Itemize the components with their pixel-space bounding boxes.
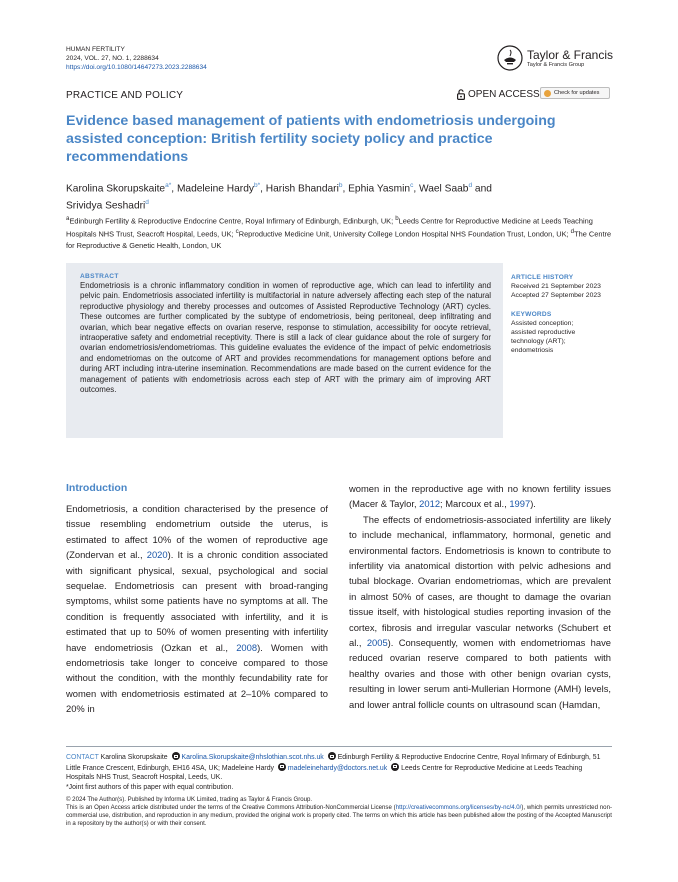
check-updates-icon [544, 90, 551, 97]
address-icon [328, 752, 336, 760]
citation-link[interactable]: 1997 [509, 498, 531, 510]
author-sup: b* [253, 182, 261, 189]
body-text: ). Consequently, women with endometriomas have reduced ovarian reserve compared to both patients with healthy ovaries and those with other benign ovarian cysts, resulting in lower serum anti-Mullerian Hormone (AMH) levels, and lower antral follicle counts on ultrasound scan (Hamdan, [349, 637, 611, 710]
footer-divider [66, 746, 612, 747]
citation-link[interactable]: 2005 [366, 637, 388, 649]
address-icon [391, 763, 399, 771]
author-sup: a* [165, 182, 172, 189]
abstract-text: Endometriosis is a chronic inflammatory condition in women of reproductive age, which can lead to infertility and pelvic pain. Endometriosis associated infertility is multifactorial in nature adversely affecting each step of the natural reproductive physiology and thereby processes and outcomes of Assisted Reproductive Technology (ART) cycles. These outcomes are further complicated by the subtype of endometriosis, being peritoneal, deep infiltrating and ovarian, which bear negative effects on ovarian reserve, response to stimulation, accessibility for oocyte retrieval, intraoperative safety and endometrial receptivity. There is still a lack of clear guidance about the role of surgery for ovarian endometriosis/endometriomas. This guideline evaluates the evidence of the impact of pelvic endometriosis and endometriomas on the outcome of ART and provides recommendations for management options before and during ART including intra-uterine insemination. Recommendations are made based on the current evidence for the management of patients with endometriosis across each step of ART with the primary aim of improving ART outcomes. [80, 281, 491, 395]
abstract-heading: ABSTRACT [80, 273, 119, 280]
abstract-box [66, 263, 503, 438]
check-for-updates-button[interactable] [540, 87, 610, 99]
affiliations [66, 214, 614, 251]
author-name[interactable]: Srividya Seshadri [66, 200, 146, 212]
contact-label: CONTACT [66, 754, 99, 761]
accepted-date: Accepted 27 September 2023 [511, 292, 601, 300]
license-link[interactable]: http://creativecommons.org/licenses/by-nc/4.0/ [395, 804, 522, 811]
keywords-heading: KEYWORDS [511, 310, 552, 318]
contact-info [66, 752, 612, 792]
author-list: Karolina Skorupskaite$^{a*}$, Madeleine Hardy$^{b*}$, Harish Bhandari$^b$, Ephia Yasmin$^c$, Wael Saab$^d$ and Srividya Seshadri$^d$ [66, 182, 492, 212]
body-text: The effects of endometriosis-associated infertility are likely to include mechanical, inflammatory, hormonal, genetic and environmental factors. Endometriosis is known to contribute to infertility via anatomical distortion with pelvic adhesions and tubal blockage. Ovarian endometriomas, which are prevalent in almost 50% of cases, are thought to damage the ovarian tissue itself, with histological studies reporting invasion of the cortex, fibrosis and irregular vascular networks (Schubert et al., [349, 513, 611, 649]
copyright-line: © 2024 The Author(s). Published by Informa UK Limited, trading as Taylor & Francis Group. [66, 796, 313, 803]
author-name[interactable]: Madeleine Hardy [176, 183, 254, 195]
affiliation: The Centre for Reproductive & Genetic Health, London, UK [66, 229, 612, 250]
email-icon [172, 752, 180, 760]
received-date: Received 21 September 2023 [511, 283, 601, 291]
keyword: assisted reproductive [511, 329, 576, 337]
article-info-sidebar [511, 273, 615, 356]
affil-sup: d [570, 228, 575, 236]
body-column-left [66, 501, 328, 717]
keyword: endometriosis [511, 347, 554, 355]
taylor-francis-lamp-icon [497, 45, 523, 71]
doi-link[interactable]: https://doi.org/10.1080/14647273.2023.2288634 [66, 64, 207, 71]
citation-link[interactable]: 2008 [236, 641, 258, 653]
author-name[interactable]: Wael Saab [418, 183, 469, 195]
citation-author: Zondervan et al., [69, 549, 147, 561]
author-name[interactable]: Harish Bhandari [265, 183, 339, 195]
body-text: ; Marcoux et al., [440, 498, 510, 510]
publisher-group: Taylor & Francis Group [527, 62, 585, 68]
affiliation: Leeds Centre for Reproductive Medicine at Leeds Teaching Hospitals NHS Trust, Seacroft Hospital, Leeds, UK; [66, 216, 593, 239]
citation-link[interactable]: 2012 [419, 498, 441, 510]
body-text: ). [530, 498, 536, 510]
author-sup: b [338, 182, 343, 189]
license-text: This is an Open Access article distributed under the terms of the Creative Commons Attribution-NonCommercial License ( [66, 804, 396, 811]
body-text: ). It is a chronic condition associated with significant physical, sexual, psychological and social sequelae. Endometriosis can present with broad-ranging symptoms, whilst some patients have no symptoms at all. The condition is frequently associated with infertility, and it is estimated that up to 50% of women presenting with infertility have endometriosis (Ozkan et al., [66, 549, 328, 653]
affil-sup: c [235, 228, 239, 236]
publisher-name: Taylor & Francis [527, 48, 614, 62]
check-updates-label: Check for updates [554, 90, 600, 96]
affil-sup: b [395, 215, 399, 222]
body-column-right [349, 481, 611, 712]
open-access-label: OPEN ACCESS [468, 89, 540, 100]
journal-name: HUMAN FERTILITY [66, 46, 125, 53]
authors-and: and [474, 183, 492, 195]
open-lock-icon [457, 89, 465, 100]
author-name[interactable]: Karolina Skorupskaite [66, 183, 166, 195]
affil-sup: a [66, 215, 70, 222]
author-sup: d [145, 199, 149, 207]
article-type-label: PRACTICE AND POLICY [66, 90, 184, 101]
introduction-heading: Introduction [66, 482, 128, 494]
email-icon [278, 763, 286, 771]
keyword: technology (ART); [511, 338, 566, 346]
affiliation: Reproductive Medicine Unit, University College London Hospital NHS Foundation Trust, London, UK; [238, 229, 571, 239]
journal-volume: 2024, VOL. 27, NO. 1, 2288634 [66, 55, 159, 62]
body-text: ). Women with endometriosis take longer to conceive compared to those without the condition, with the monthly fecundability rate for women with endometriosis estimated at 2–10% compared to 20% in [66, 641, 328, 715]
body-text: women in the reproductive age with no known fertility issues (Macer & Taylor, [349, 483, 611, 510]
email-link[interactable]: Karolina.Skorupskaite@nhslothian.scot.nhs.uk [181, 754, 324, 761]
joint-authors-note: *Joint first authors of this paper with equal contribution. [66, 783, 234, 791]
license-text: ), which permits unrestricted non-commercial use, distribution, and reproduction in any medium, provided the original work is properly cited. The terms on which this article has been published allow the posting of the Accepted Manuscript in a repository by the author(s) or with their consent. [66, 804, 612, 827]
author-sup: d [468, 182, 473, 189]
article-history-heading: ARTICLE HISTORY [511, 274, 574, 281]
open-access-badge [457, 89, 540, 100]
author-name[interactable]: Ephia Yasmin [348, 183, 411, 195]
contact-address: Leeds Centre for Reproductive Medicine at Leeds Teaching Hospitals NHS Trust, Seacroft Hospital, Leeds, UK. [66, 764, 583, 782]
publisher-logo[interactable] [497, 45, 612, 75]
contact-address: Edinburgh Fertility & Reproductive Endocrine Centre, Royal Infirmary of Edinburgh, 51 Little France Crescent, Edinburgh, EH16 4SA, UK; Madeleine Hardy [66, 754, 601, 772]
body-text: Endometriosis, a condition characterised by the presence of tissue resembling endometrium outside the uterus, is estimated to affect 10% of the women of reproductive age ( [66, 503, 328, 561]
citation-link[interactable]: 2020 [146, 549, 168, 561]
keyword: Assisted conception; [511, 319, 574, 327]
article-title: Evidence based management of patients with endometriosis undergoing assisted conception: British fertility society policy and practice recommendations [66, 113, 556, 165]
contact-name: Karolina Skorupskaite [100, 754, 168, 761]
author-sup: c [410, 182, 414, 189]
copyright-notice [66, 796, 612, 828]
affiliation: Edinburgh Fertility & Reproductive Endocrine Centre, Royal Infirmary of Edinburgh, Edinburgh, UK; [69, 216, 396, 226]
email-link[interactable]: madeleinehardy@doctors.net.uk [287, 764, 388, 772]
